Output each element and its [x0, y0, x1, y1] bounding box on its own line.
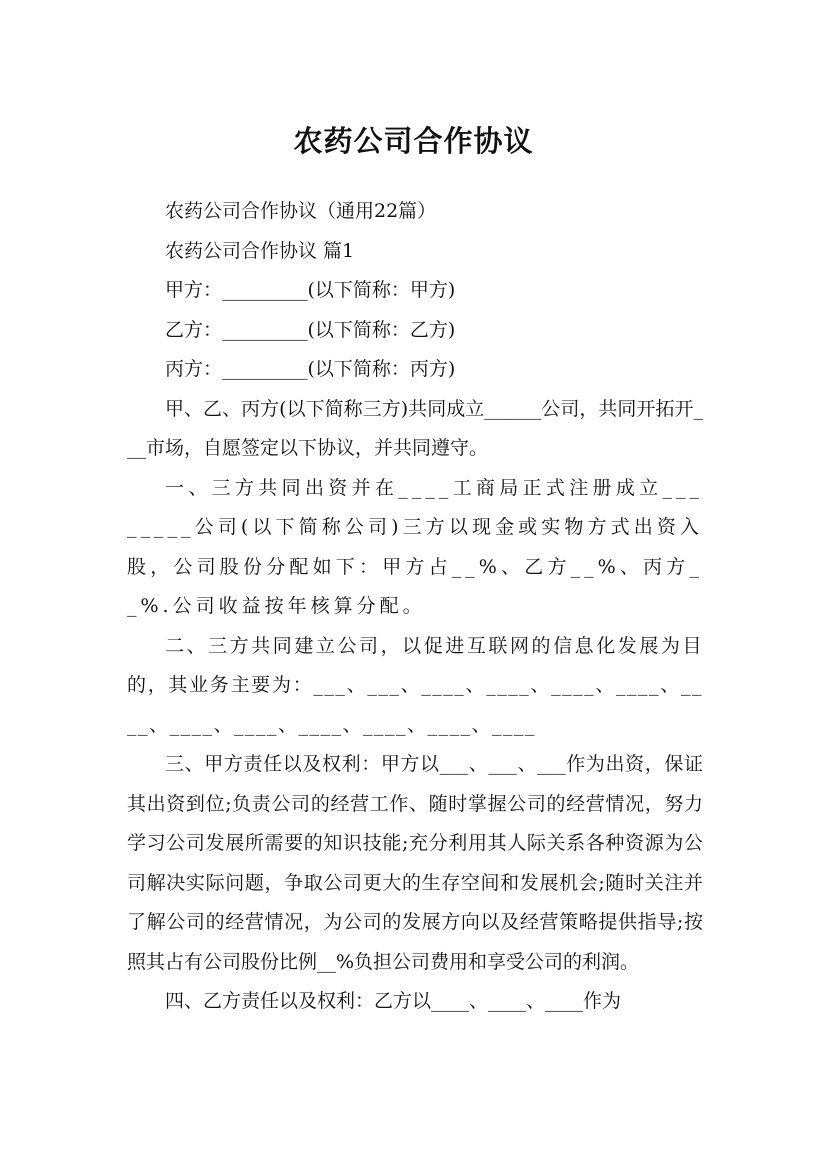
paragraph-party-a: 甲方：_________(以下简称：甲方): [165, 279, 456, 301]
paragraph-clause-1: 一、三方共同出资并在____工商局正式注册成立________公司(以下简称公司)三方以现金或实物方式出资入股，公司股份分配如下：甲方占__%、乙方__%、丙方__%.公司收益按年核算分配。: [127, 476, 703, 617]
paragraph-party-b: 乙方：_________(以下简称：乙方): [165, 318, 456, 341]
document-body: [127, 192, 703, 1022]
paragraph-subtitle: 农药公司合作协议（通用22篇）: [165, 200, 437, 222]
paragraph-clause-2: 二、三方共同建立公司，以促进互联网的信息化发展为目的，其业务主要为：___、___、____、____、____、____、____、____、____、____、____、____、____: [127, 634, 703, 736]
paragraph-section-heading: 农药公司合作协议 篇1: [165, 239, 355, 262]
document-title: 农药公司合作协议: [293, 124, 534, 159]
paragraph-party-c: 丙方：_________(以下简称：丙方): [165, 358, 456, 380]
paragraph-intro: 甲、乙、丙方(以下简称三方)共同成立______公司，共同开拓开___市场，自愿签定以下协议，并共同遵守。: [127, 397, 703, 459]
paragraph-clause-4: 四、乙方责任以及权利：乙方以____、____、____作为: [165, 990, 622, 1012]
paragraph-clause-3: 三、甲方责任以及权利：甲方以___、___、___作为出资，保证其出资到位;负责公司的经营工作、随时掌握公司的经营情况，努力学习公司发展所需要的知识技能;充分利用其人际关系各种资源为公司解决实际问题，争取公司更大的生存空间和发展机会;随时关注并了解公司的经营情况，为公司的发展方向以及经营策略提供指导;按照其占有公司股份比例__%负担公司费用和享受公司的利润。: [127, 753, 703, 973]
